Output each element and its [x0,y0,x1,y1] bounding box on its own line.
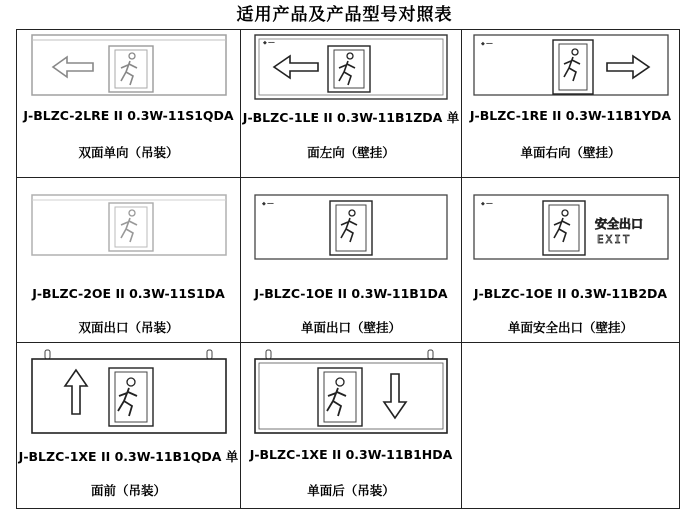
product-cell [241,178,462,343]
table-row [17,178,680,343]
model-label: J-BLZC-1XE II 0.3W-11B1HDA [249,447,453,462]
sign-image [17,178,240,275]
description-label: 双面单向（吊装） [78,145,179,160]
svg-text:◆ ━━: ◆ ━━ [263,40,275,46]
description-label: 面前（吊装） [90,483,166,498]
description-label: 单面安全出口（壁挂） [507,320,633,335]
sign-image [462,178,679,275]
product-cell [17,178,241,343]
model-label: J-BLZC-1XE II 0.3W-11B1QDA 单 [18,449,239,464]
model-label: J-BLZC-2OE II 0.3W-11S1DA [32,286,225,301]
model-label: J-BLZC-1OE II 0.3W-11B1DA [254,286,448,301]
description-label: 单面出口（壁挂） [300,320,401,335]
left-arrow-exit-sign-icon [31,34,227,96]
svg-text:◆ ━━: ◆ ━━ [480,41,492,47]
up-arrow-exit-sign-icon [31,348,227,438]
sign-image [241,30,461,106]
description-label: 单面后（吊装） [307,483,395,498]
product-cell [17,30,241,178]
right-arrow-exit-sign-icon [473,34,669,96]
description-label: 面左向（壁挂） [307,145,395,160]
product-cell [241,343,462,509]
left-arrow-exit-sign-icon [254,34,448,100]
empty-cell [462,343,680,509]
exit-en-text: EXIT [596,233,631,246]
safety-exit-cn-text: 安全出口 [594,217,643,231]
table-row [17,30,680,178]
table-row [17,343,680,509]
description-label: 单面右向（壁挂） [520,145,621,160]
model-label: J-BLZC-1OE II 0.3W-11B2DA [473,286,668,301]
product-cell [462,30,680,178]
product-cell [462,178,680,343]
model-label: J-BLZC-2LRE II 0.3W-11S1QDA [23,108,234,123]
product-cell [241,30,462,178]
svg-text:◆ ━━: ◆ ━━ [480,201,492,207]
description-label: 双面出口（吊装） [78,320,179,335]
svg-text:◆ ━━: ◆ ━━ [262,201,274,207]
exit-door-sign-icon [31,183,227,263]
model-label: J-BLZC-1LE II 0.3W-11B1ZDA 单 [242,110,460,125]
sign-image [17,30,240,106]
sign-image [241,343,461,443]
sign-image [241,178,461,275]
exit-door-sign-icon [254,183,448,267]
model-label: J-BLZC-1RE II 0.3W-11B1YDA [469,108,672,123]
safety-exit-sign-icon [473,183,669,267]
down-arrow-exit-sign-icon [254,348,448,438]
product-cell [17,343,241,509]
sign-image [462,30,679,106]
product-table [16,29,680,509]
page-title: 适用产品及产品型号对照表 [236,5,453,25]
sign-image [17,343,240,443]
